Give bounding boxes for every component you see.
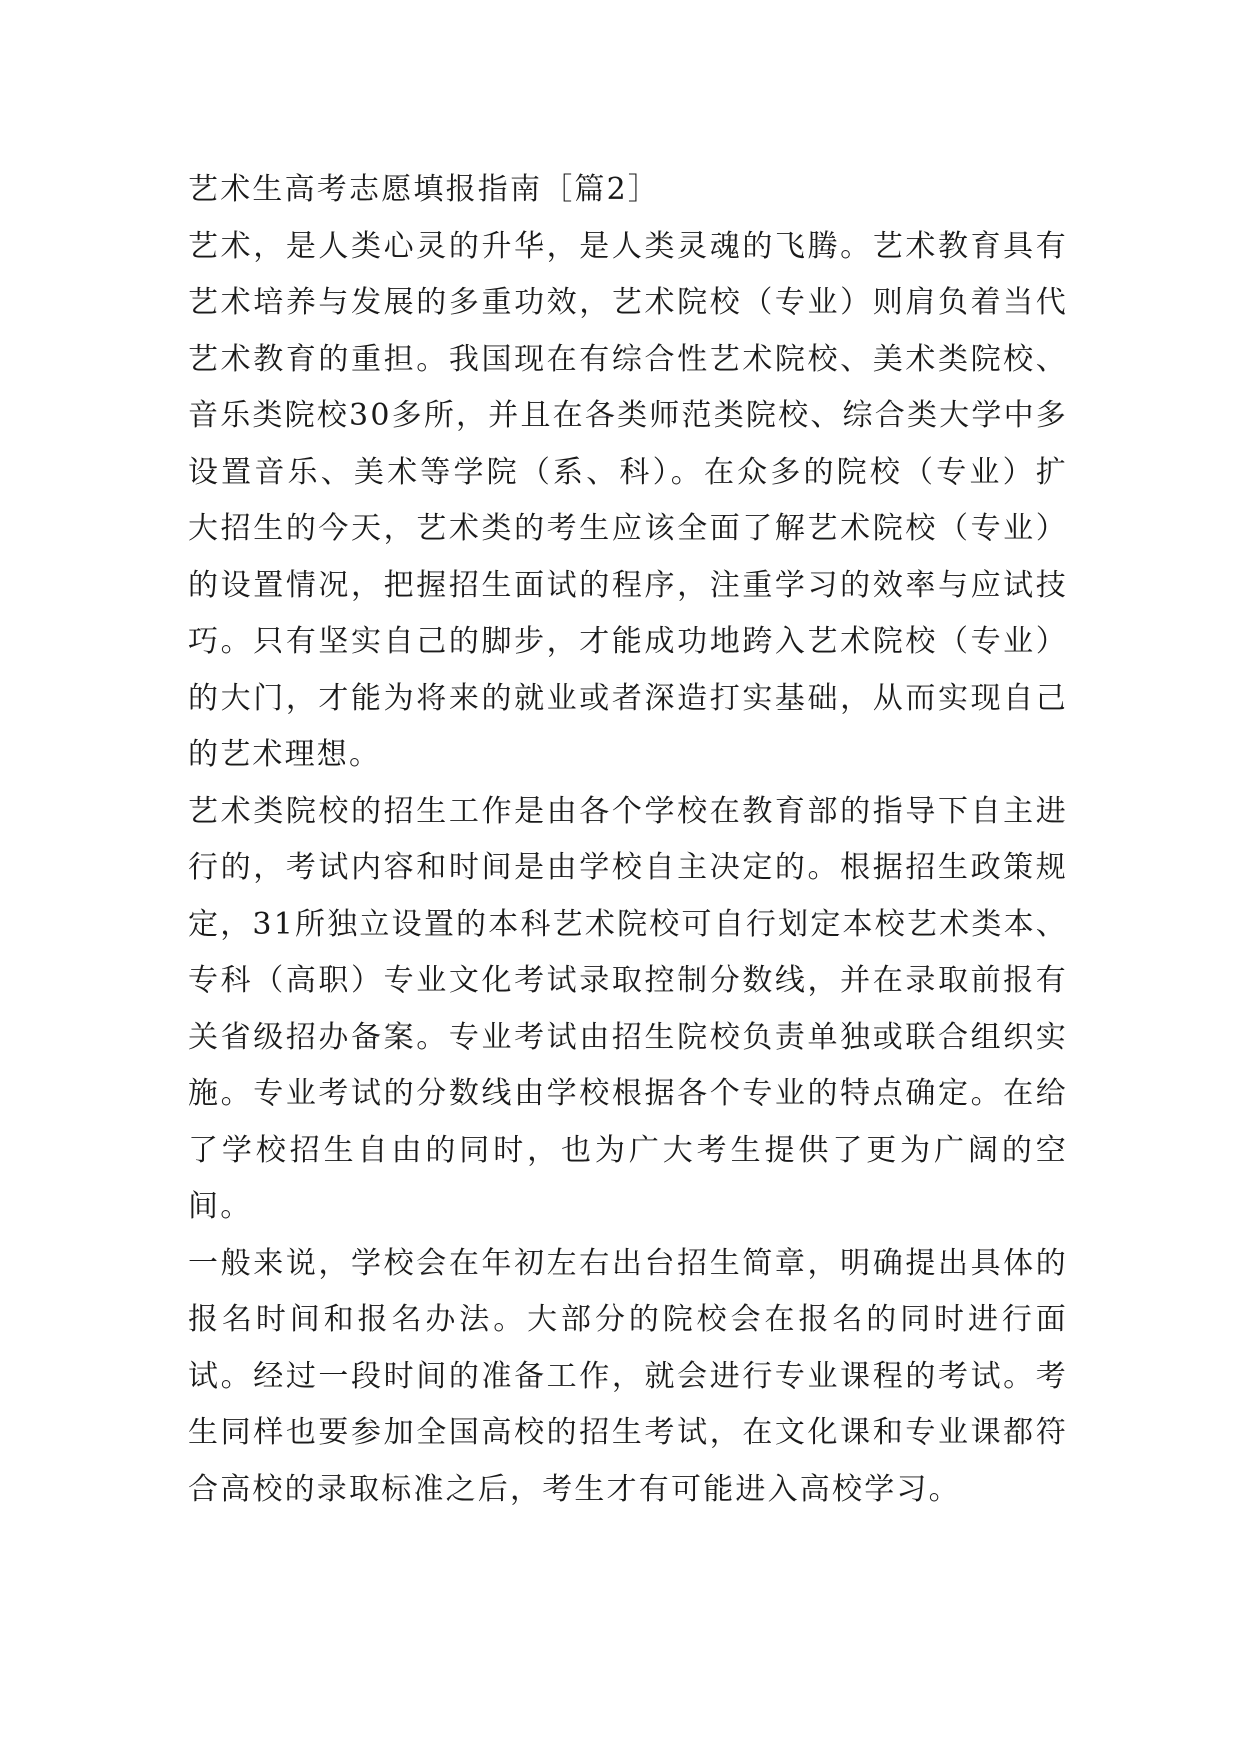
paragraph-application-process: 一般来说，学校会在年初左右出台招生简章，明确提出具体的报名时间和报名办法。大部分的院校会在报名的同时进行面试。经过一段时间的准备工作，就会进行专业课程的考试。考生同样也要参加全国高校的招生考试，在文化课和专业课都符合高校的录取标准之后，考生才有可能进入高校学习。 [188, 1245, 1068, 1507]
paragraph-intro: 艺术，是人类心灵的升华，是人类灵魂的飞腾。艺术教育具有艺术培养与发展的多重功效，艺术院校（专业）则肩负着当代艺术教育的重担。我国现在有综合性艺术院校、美术类院校、音乐类院校30多所，并且在各类师范类院校、综合类大学中多设置音乐、美术等学院（系、科）。在众多的院校（专业）扩大招生的今天，艺术类的考生应该全面了解艺术院校（专业）的设置情况，把握招生面试的程序，注重学习的效率与应试技巧。只有坚实自己的脚步，才能成功地跨入艺术院校（专业）的大门，才能为将来的就业或者深造打实基础，从而实现自己的艺术理想。 [188, 228, 1068, 772]
document-body [188, 162, 1068, 1518]
document-title: 艺术生高考志愿填报指南［篇2］ [188, 172, 661, 207]
paragraph-admission-policy: 艺术类院校的招生工作是由各个学校在教育部的指导下自主进行的，考试内容和时间是由学校自主决定的。根据招生政策规定，31所独立设置的本科艺术院校可自行划定本校艺术类本、专科（高职）专业文化考试录取控制分数线，并在录取前报有关省级招办备案。专业考试由招生院校负责单独或联合组织实施。专业考试的分数线由学校根据各个专业的特点确定。在给了学校招生自由的同时，也为广大考生提供了更为广阔的空间。 [188, 793, 1068, 1224]
